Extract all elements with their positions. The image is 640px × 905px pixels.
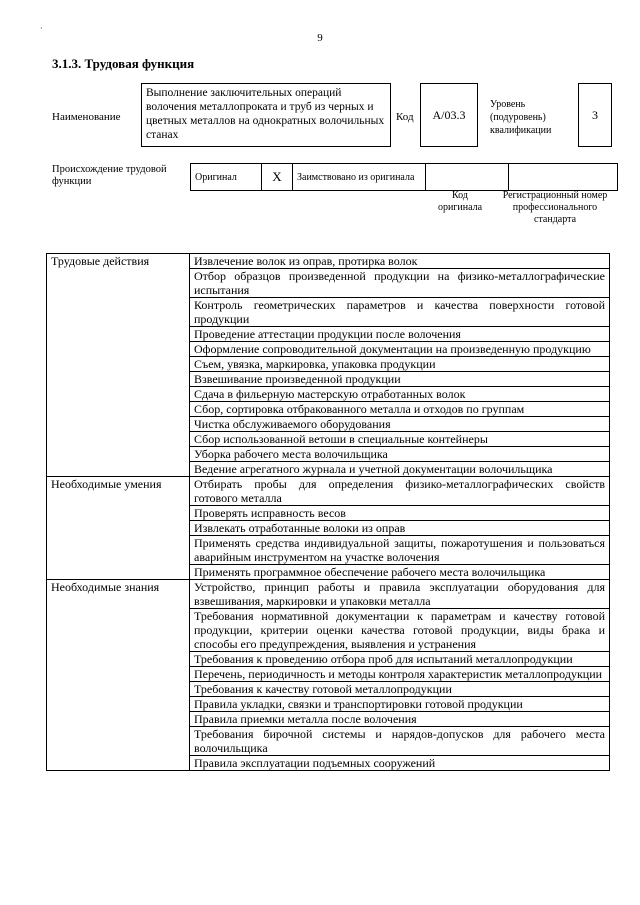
section-item: Контроль геометрических параметров и качества поверхности готовой продукции xyxy=(190,298,610,327)
section-item: Извлечение волок из оправ, протирка волок xyxy=(190,254,610,269)
section-item: Отбирать пробы для определения физико-металлографических свойств готового металла xyxy=(190,477,610,506)
origin-label: Происхождение трудовой функции xyxy=(52,164,167,187)
section-item: Сдача в фильерную мастерскую отработанных волок xyxy=(190,387,610,402)
code-original-caption: Код оригинала xyxy=(437,190,483,213)
section-item: Сбор, сортировка отбракованного металла и отходов по группам xyxy=(190,402,610,417)
competency-table xyxy=(46,253,610,771)
section-item: Правила укладки, связки и транспортировки готовой продукции xyxy=(190,697,610,712)
section-item: Взвешивание произведенной продукции xyxy=(190,372,610,387)
section-item: Чистка обслуживаемого оборудования xyxy=(190,417,610,432)
section-category: Необходимые знания xyxy=(47,580,190,771)
scan-dot: · xyxy=(40,24,43,33)
code-original-cell xyxy=(426,164,509,191)
reg-number-caption: Регистрационный номер профессионального стандарта xyxy=(502,190,608,225)
table-row xyxy=(47,477,610,506)
original-label: Оригинал xyxy=(191,164,262,191)
level-value-box: 3 xyxy=(578,83,612,147)
reg-number-cell xyxy=(509,164,618,191)
level-label: Уровень (подуровень) квалификации xyxy=(490,99,552,136)
section-item: Извлекать отработанные волоки из оправ xyxy=(190,521,610,536)
section-item: Уборка рабочего места волочильщика xyxy=(190,447,610,462)
original-mark: X xyxy=(262,164,293,191)
table-row xyxy=(47,580,610,609)
function-name-box: Выполнение заключительных операций волочения металлопроката и труб из черных и цветных металлов на однократных волочильных станах xyxy=(141,83,391,147)
section-category: Необходимые умения xyxy=(47,477,190,580)
section-item: Съем, увязка, маркировка, упаковка продукции xyxy=(190,357,610,372)
section-item: Требования бирочной системы и нарядов-допусков для рабочего места волочильщика xyxy=(190,727,610,756)
section-item: Применять программное обеспечение рабочего места волочильщика xyxy=(190,565,610,580)
section-item: Сбор использованной ветоши в специальные контейнеры xyxy=(190,432,610,447)
section-item: Требования к качеству готовой металлопродукции xyxy=(190,682,610,697)
section-item: Требования нормативной документации к параметрам и качеству готовой продукции, критерии оценки качества готовой продукции, виды брака и способы его предупреждения, выявления и устранения xyxy=(190,609,610,652)
name-label: Наименование xyxy=(52,111,121,123)
section-item: Правила приемки металла после волочения xyxy=(190,712,610,727)
origin-table xyxy=(190,163,618,191)
section-item: Проведение аттестации продукции после волочения xyxy=(190,327,610,342)
section-category: Трудовые действия xyxy=(47,254,190,477)
code-label: Код xyxy=(396,111,414,123)
page-number: 9 xyxy=(317,32,323,44)
section-item: Правила эксплуатации подъемных сооружений xyxy=(190,756,610,771)
section-item: Перечень, периодичность и методы контроля характеристик металлопродукции xyxy=(190,667,610,682)
borrowed-label: Заимствовано из оригинала xyxy=(293,164,426,191)
section-item: Устройство, принцип работы и правила эксплуатации оборудования для взвешивания, маркировки и упаковки металла xyxy=(190,580,610,609)
section-title: 3.1.3. Трудовая функция xyxy=(52,56,195,71)
section-item: Оформление сопроводительной документации на произведенную продукцию xyxy=(190,342,610,357)
section-item: Проверять исправность весов xyxy=(190,506,610,521)
table-row xyxy=(47,254,610,269)
section-item: Требования к проведению отбора проб для испытаний металлопродукции xyxy=(190,652,610,667)
section-item: Применять средства индивидуальной защиты, пожаротушения и пользоваться аварийным инструментом на участке волочения xyxy=(190,536,610,565)
section-item: Отбор образцов произведенной продукции на физико-металлографические испытания xyxy=(190,269,610,298)
code-value-box: А/03.3 xyxy=(420,83,478,147)
section-item: Ведение агрегатного журнала и учетной документации волочильщика xyxy=(190,462,610,477)
